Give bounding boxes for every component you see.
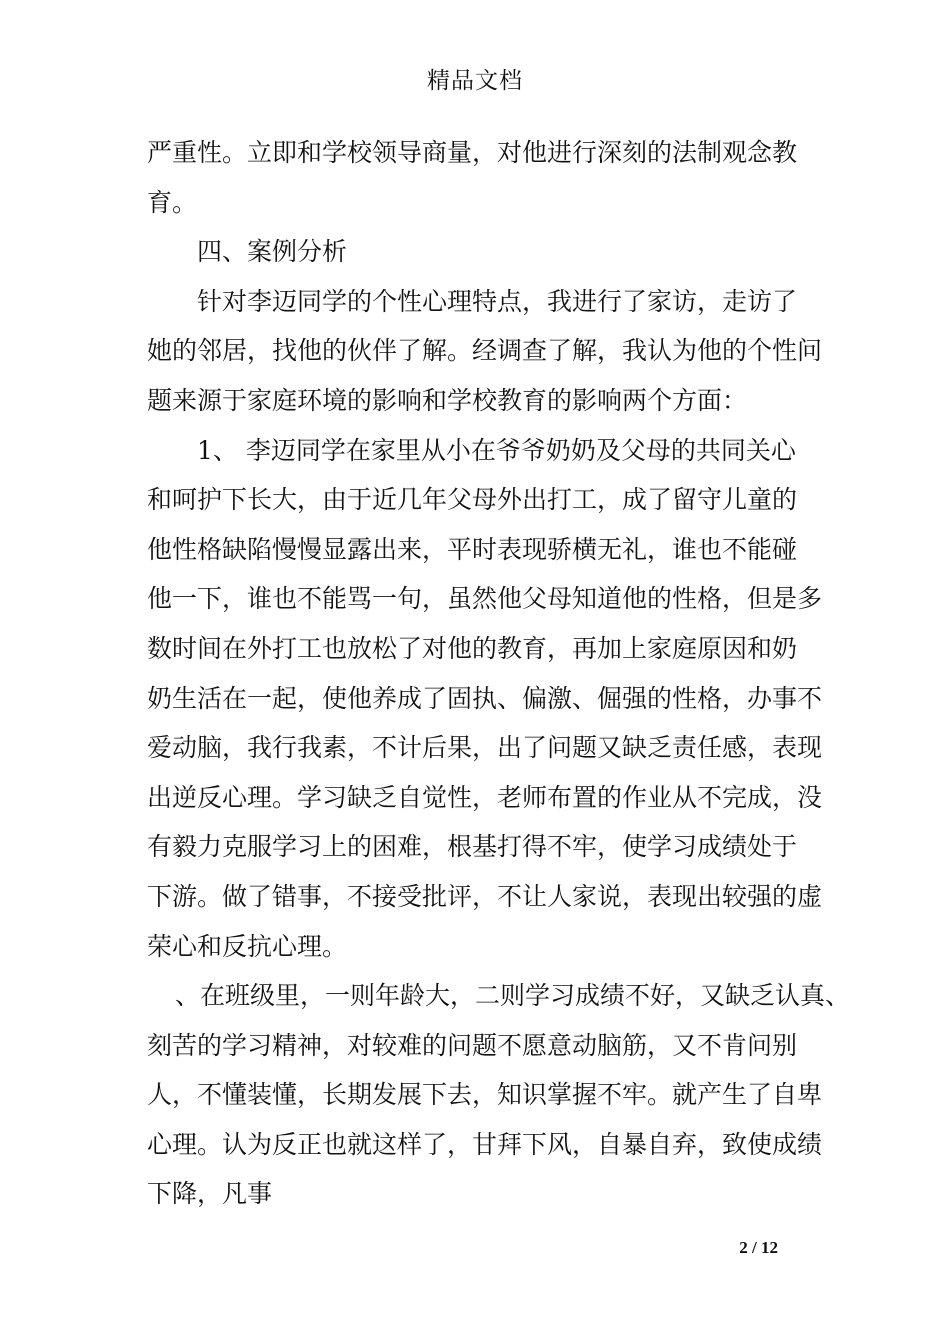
body-line: 严重性。立即和学校领导商量，对他进行深刻的法制观念教 — [147, 138, 798, 167]
body-line: 他一下，谁也不能骂一句，虽然他父母知道他的性格，但是多 — [147, 584, 823, 614]
section-heading: 四、案例分析 — [197, 237, 348, 267]
page-header-title: 精品文档 — [427, 68, 523, 94]
body-line: 刻苦的学习精神，对较难的问题不愿意动脑筋，又不肯问别 — [147, 1030, 798, 1060]
body-line: 下降，凡事 — [147, 1179, 273, 1209]
body-line: 人，不懂装懂，长期发展下去，知识掌握不牢。就产生了自卑 — [147, 1080, 823, 1110]
body-line: 数时间在外打工也放松了对他的教育，再加上家庭原因和奶 — [147, 633, 798, 663]
document-body — [147, 128, 851, 1219]
body-line: 荣心和反抗心理。 — [147, 931, 348, 961]
body-line: 有毅力克服学习上的困难，根基打得不牢，使学习成绩处于 — [147, 832, 798, 862]
body-line: 出逆反心理。学习缺乏自觉性，老师布置的作业从不完成，没 — [147, 782, 823, 812]
body-line: 针对李迈同学的个性心理特点，我进行了家访，走访了 — [197, 286, 798, 316]
body-line: 、在班级里，一则年龄大，二则学习成绩不好，又缺乏认真、 — [175, 981, 851, 1011]
body-line: 题来源于家庭环境的影响和学校教育的影响两个方面： — [147, 385, 748, 415]
body-line: 1、 李迈同学在家里从小在爷爷奶奶及父母的共同关心 — [197, 435, 796, 465]
body-line: 心理。认为反正也就这样了，甘拜下风，自暴自弃，致使成绩 — [147, 1129, 823, 1159]
body-line: 奶生活在一起，使他养成了固执、偏激、倔强的性格，办事不 — [147, 683, 823, 713]
body-line: 育。 — [147, 187, 198, 217]
body-line: 和呵护下长大，由于近几年父母外出打工，成了留守儿童的 — [147, 485, 798, 515]
body-line: 爱动脑，我行我素，不计后果，出了问题又缺乏责任感，表现 — [147, 733, 823, 763]
body-line: 下游。做了错事，不接受批评，不让人家说，表现出较强的虚 — [147, 881, 823, 911]
body-line: 他性格缺陷慢慢显露出来，平时表现骄横无礼，谁也不能碰 — [147, 534, 798, 564]
body-line: 她的邻居，找他的伙伴了解。经调查了解，我认为他的个性问 — [147, 336, 823, 366]
page-number: 2 / 12 — [739, 1238, 778, 1257]
